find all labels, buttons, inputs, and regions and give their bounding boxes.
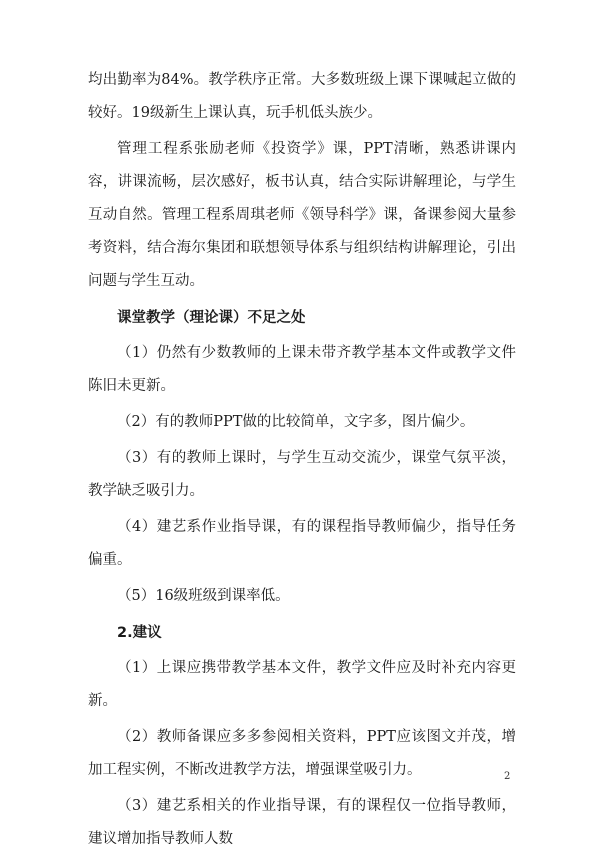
shortcomings-heading: 课堂教学（理论课）不足之处	[117, 310, 306, 326]
shortcoming-item-4: （4）建艺系作业指导课，有的课程指导教师偏少，指导任务偏重。	[88, 519, 516, 568]
page-number: 2	[504, 771, 511, 782]
praise-paragraph: 管理工程系张励老师《投资学》课，PPT清晰，熟悉讲课内容，讲课流畅，层次感好，板书认真，结合实际讲解理论，与学生互动自然。管理工程系周琪老师《领导科学》课，备课参阅大量参考资料，结合海尔集团和联想领导体系与组织结构讲解理论，引出问题与学生互动。	[88, 141, 516, 289]
shortcoming-item-2: （2）有的教师PPT做的比较简单，文字多，图片偏少。	[117, 414, 475, 430]
shortcoming-item-5: （5）16级班级到课率低。	[117, 588, 290, 604]
suggestion-item-1: （1）上课应携带教学基本文件，教学文件应及时补充内容更新。	[88, 660, 516, 709]
shortcoming-item-1: （1）仍然有少数教师的上课未带齐教学基本文件或教学文件陈旧未更新。	[88, 345, 516, 394]
suggestion-item-3: （3）建艺系相关的作业指导课，有的课程仅一位指导教师，建议增加指导教师人数	[88, 798, 516, 847]
suggestions-heading: 2.建议	[117, 625, 162, 641]
shortcoming-item-3: （3）有的教师上课时，与学生互动交流少，课堂气氛平淡，教学缺乏吸引力。	[88, 450, 516, 499]
suggestion-item-2: （2）教师备课应多多参阅相关资料，PPT应该图文并茂，增加工程实例，不断改进教学方法，增强课堂吸引力。	[88, 729, 516, 778]
document-body	[88, 64, 516, 856]
continuation-paragraph: 均出勤率为84%。教学秩序正常。大多数班级上课下课喊起立做的较好。19级新生上课认真，玩手机低头族少。	[88, 72, 516, 121]
